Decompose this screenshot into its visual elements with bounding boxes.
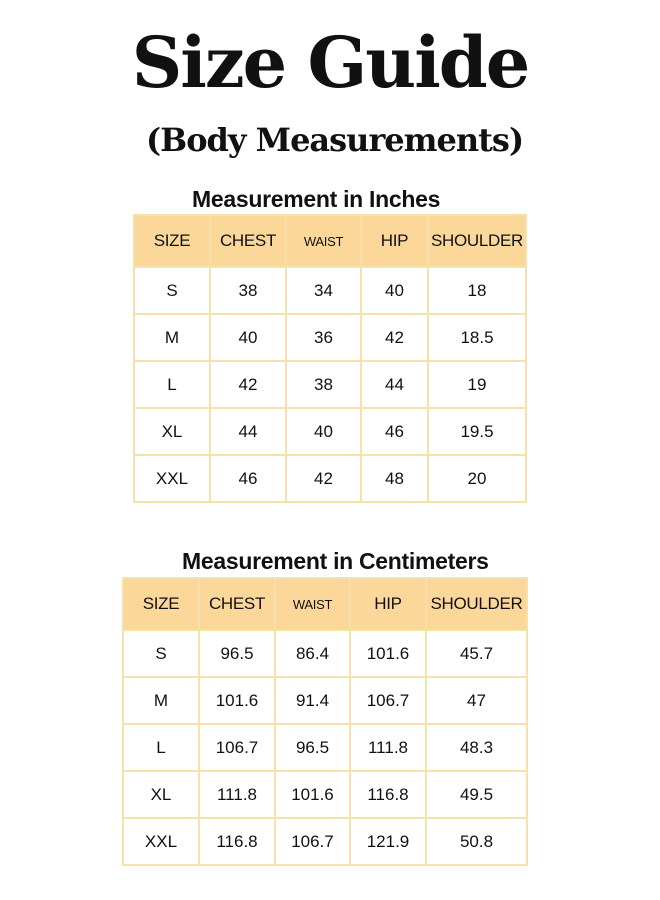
table-cell: 49.5 (426, 771, 527, 818)
header-size: SIZE (134, 215, 210, 267)
table-cell: 106.7 (350, 677, 426, 724)
table-cell: 42 (286, 455, 361, 502)
page-subtitle: (Body Measurements) (146, 121, 524, 159)
table-cell: XL (123, 771, 199, 818)
table-cell: S (123, 630, 199, 677)
table-cell: L (134, 361, 210, 408)
table-cell: 96.5 (199, 630, 275, 677)
inches-table-title: Measurement in Inches (192, 186, 441, 212)
table-cell: 50.8 (426, 818, 527, 865)
table-cell: 42 (361, 314, 428, 361)
header-hip: HIP (350, 578, 426, 630)
table-cell: 46 (210, 455, 286, 502)
table-cell: 45.7 (426, 630, 527, 677)
cm-size-table (122, 577, 528, 866)
table-cell: 20 (428, 455, 526, 502)
table-cell: 46 (361, 408, 428, 455)
table-cell: 48 (361, 455, 428, 502)
table-cell: 38 (286, 361, 361, 408)
table-row (123, 818, 527, 865)
table-row (123, 630, 527, 677)
table-cell: 44 (361, 361, 428, 408)
table-cell: 18.5 (428, 314, 526, 361)
page-title: Size Guide (131, 21, 529, 104)
table-cell: 116.8 (199, 818, 275, 865)
table-cell: 106.7 (199, 724, 275, 771)
table-cell: 18 (428, 267, 526, 314)
table-cell: 101.6 (350, 630, 426, 677)
header-hip: HIP (361, 215, 428, 267)
table-row (123, 677, 527, 724)
header-shoulder: SHOULDER (428, 215, 526, 267)
table-cell: M (123, 677, 199, 724)
header-waist: WAIST (275, 578, 350, 630)
table-cell: 38 (210, 267, 286, 314)
header-chest: CHEST (199, 578, 275, 630)
table-row (123, 724, 527, 771)
inches-size-table (133, 214, 527, 503)
table-row (134, 408, 526, 455)
table-cell: 96.5 (275, 724, 350, 771)
table-cell: 101.6 (275, 771, 350, 818)
table-cell: 40 (361, 267, 428, 314)
table-row (134, 267, 526, 314)
table-cell: S (134, 267, 210, 314)
table-cell: 19.5 (428, 408, 526, 455)
table-row (123, 771, 527, 818)
table-cell: XXL (123, 818, 199, 865)
table-cell: 36 (286, 314, 361, 361)
table-cell: XXL (134, 455, 210, 502)
table-cell: 42 (210, 361, 286, 408)
header-shoulder: SHOULDER (426, 578, 527, 630)
table-cell: 101.6 (199, 677, 275, 724)
table-cell: 121.9 (350, 818, 426, 865)
table-cell: L (123, 724, 199, 771)
table-cell: 40 (210, 314, 286, 361)
header-chest: CHEST (210, 215, 286, 267)
table-row (134, 455, 526, 502)
header-size: SIZE (123, 578, 199, 630)
table-header-row (123, 578, 527, 630)
cm-table-title: Measurement in Centimeters (182, 548, 489, 574)
table-cell: 19 (428, 361, 526, 408)
table-cell: 116.8 (350, 771, 426, 818)
table-cell: 34 (286, 267, 361, 314)
table-cell: 47 (426, 677, 527, 724)
table-cell: 44 (210, 408, 286, 455)
table-cell: 106.7 (275, 818, 350, 865)
table-cell: 111.8 (199, 771, 275, 818)
table-cell: 40 (286, 408, 361, 455)
header-waist: WAIST (286, 215, 361, 267)
table-row (134, 361, 526, 408)
table-cell: 111.8 (350, 724, 426, 771)
table-cell: M (134, 314, 210, 361)
table-row (134, 314, 526, 361)
table-cell: 48.3 (426, 724, 527, 771)
table-cell: XL (134, 408, 210, 455)
table-cell: 91.4 (275, 677, 350, 724)
table-cell: 86.4 (275, 630, 350, 677)
table-header-row (134, 215, 526, 267)
